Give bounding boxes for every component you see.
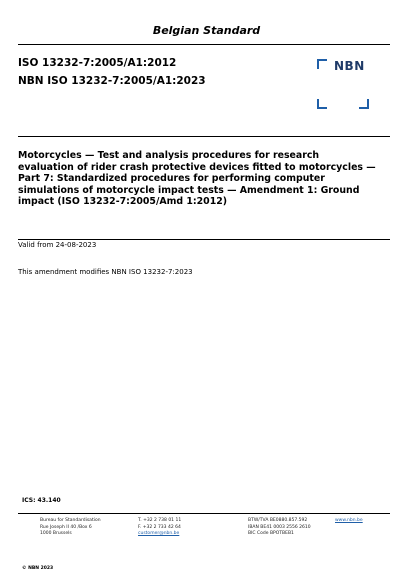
nbn-standard-code: NBN ISO 13232-7:2005/A1:2023: [18, 75, 206, 87]
footer-fax: F. +32 2 733 42 64: [138, 524, 181, 530]
footer-bank-details: [248, 518, 311, 538]
validity-date: Valid from 24-08-2023: [18, 241, 97, 249]
footer-address: [40, 518, 101, 538]
logo-corner-bottom-right: [359, 99, 369, 109]
nbn-logo: [317, 59, 369, 109]
logo-corner-bottom-left: [317, 99, 327, 109]
footer-website: [335, 518, 363, 525]
footer-address-line: Rue Joseph II 40 /Box 6: [40, 524, 92, 530]
title-divider-top: [18, 136, 390, 137]
title-divider-bottom: [18, 239, 390, 240]
header-title: Belgian Standard: [152, 24, 261, 37]
footer-bic: BIC Code BPOTBEB1: [248, 531, 294, 536]
iso-standard-code: ISO 13232-7:2005/A1:2012: [18, 57, 177, 69]
logo-corner-top-left: [317, 59, 327, 69]
footer-address-line: 1000 Brussels: [40, 531, 72, 536]
copyright-code: © NBN 2023: [22, 566, 54, 571]
footer-phone: T. +32 2 738 01 11: [138, 518, 182, 523]
footer-divider: [18, 513, 390, 514]
logo-text: NBN: [334, 59, 365, 73]
footer-iban: IBAN BE41 0003 2556 2610: [248, 524, 311, 530]
ics-code: ICS: 43.140: [22, 497, 61, 504]
footer-website-link[interactable]: www.nbn.be: [335, 518, 363, 523]
footer-email-link[interactable]: customer@nbn.be: [138, 531, 180, 536]
footer-address-line: Bureau for Standardisation: [40, 518, 101, 523]
footer-vat: BTW/TVA BE0880.857.592: [248, 518, 308, 523]
amendment-note: This amendment modifies NBN ISO 13232-7:2023: [18, 268, 193, 276]
document-title: Motorcycles — Test and analysis procedures for research evaluation of rider crash protective devices fitted to motorcycles — Part 7: Standardized procedures for performing computer simulations of motorcycle impact tests — Amendment 1: Ground impact (ISO 13232-7:2005/Amd 1:2012): [18, 150, 376, 207]
header-divider: [18, 44, 390, 45]
footer-contact: [138, 518, 181, 538]
